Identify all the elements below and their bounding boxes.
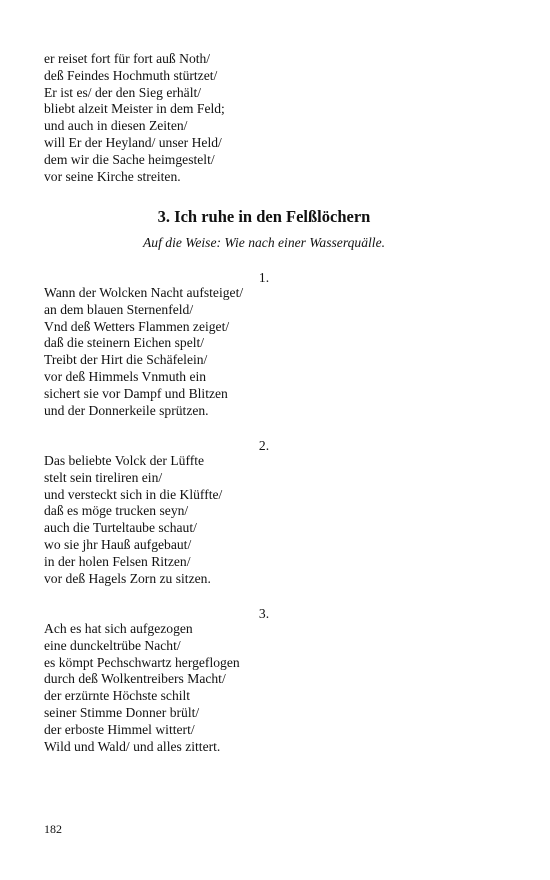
stanza-number: 2. bbox=[258, 438, 270, 453]
page-number: 182 bbox=[44, 822, 62, 836]
verse-line: der erboste Himmel wittert/ bbox=[44, 721, 195, 737]
verse-line: Vnd deß Wetters Flammen zeiget/ bbox=[44, 318, 230, 334]
verse-line: will Er der Heyland/ unser Held/ bbox=[44, 134, 222, 150]
song-subtitle: Auf die Weise: Wie nach einer Wasserquälle. bbox=[143, 235, 385, 250]
verse-line: bliebt alzeit Meister in dem Feld; bbox=[44, 101, 225, 117]
verse-line: daß die steinern Eichen spelt/ bbox=[44, 335, 205, 351]
verse-line: dem wir die Sache heimgestelt/ bbox=[44, 151, 215, 167]
verse-line: es kömpt Pechschwartz hergeflogen bbox=[44, 654, 240, 670]
verse-line: und auch in diesen Zeiten/ bbox=[44, 118, 188, 134]
stanza-number: 3. bbox=[258, 606, 270, 621]
stanza-2 bbox=[44, 453, 484, 587]
verse-line: auch die Turteltaube schaut/ bbox=[44, 520, 197, 536]
stanza-1 bbox=[44, 285, 484, 419]
verse-line: sichert sie vor Dampf und Blitzen bbox=[44, 385, 228, 401]
verse-line: Das beliebte Volck der Lüffte bbox=[44, 453, 205, 468]
verse-line: Wild und Wald/ und alles zittert. bbox=[44, 738, 221, 754]
verse-line: vor deß Hagels Zorn zu sitzen. bbox=[44, 570, 211, 586]
book-page bbox=[44, 0, 484, 880]
verse-line: stelt sein tireliren ein/ bbox=[44, 469, 163, 485]
verse-line: Er ist es/ der den Sieg erhält/ bbox=[44, 84, 202, 100]
verse-line: wo sie jhr Hauß aufgebaut/ bbox=[44, 536, 192, 552]
verse-line: Wann der Wolcken Nacht aufsteiget/ bbox=[44, 285, 244, 300]
verse-line: an dem blauen Sternenfeld/ bbox=[44, 301, 194, 317]
verse-line: eine dunckeltrübe Nacht/ bbox=[44, 637, 181, 653]
verse-line: er reiset fort für fort auß Noth/ bbox=[44, 51, 211, 66]
verse-line: Treibt der Hirt die Schäfelein/ bbox=[44, 352, 208, 368]
verse-line: durch deß Wolkentreibers Macht/ bbox=[44, 671, 226, 687]
song-title: 3. Ich ruhe in den Felßlöchern bbox=[157, 207, 371, 226]
opening-stanza bbox=[44, 51, 484, 185]
verse-line: der erzürnte Höchste schilt bbox=[44, 688, 191, 704]
verse-line: seiner Stimme Donner brült/ bbox=[44, 704, 200, 720]
verse-line: vor seine Kirche streiten. bbox=[44, 168, 181, 184]
verse-line: Ach es hat sich aufgezogen bbox=[44, 621, 193, 636]
verse-line: deß Feindes Hochmuth stürtzet/ bbox=[44, 67, 218, 83]
verse-line: vor deß Himmels Vnmuth ein bbox=[44, 368, 207, 384]
verse-line: daß es möge trucken seyn/ bbox=[44, 503, 189, 519]
stanza-3 bbox=[44, 621, 484, 755]
verse-line: und der Donnerkeile sprützen. bbox=[44, 402, 209, 418]
verse-line: und versteckt sich in die Klüffte/ bbox=[44, 486, 223, 502]
verse-line: in der holen Felsen Ritzen/ bbox=[44, 553, 191, 569]
stanza-number: 1. bbox=[258, 270, 270, 285]
